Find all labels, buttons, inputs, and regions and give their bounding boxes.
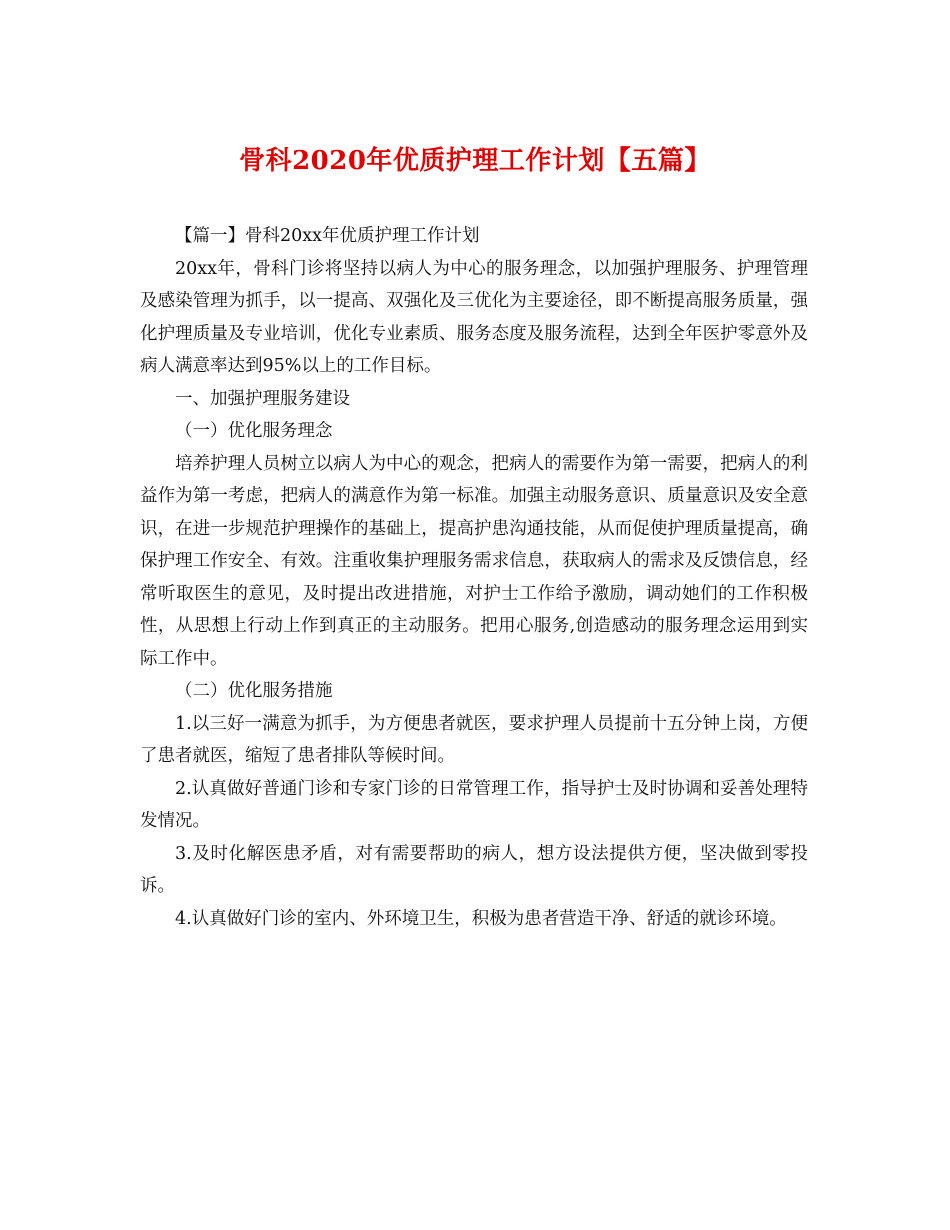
list-item: 3.及时化解医患矛盾，对有需要帮助的病人，想方设法提供方便，坚决做到零投诉。: [140, 843, 808, 896]
document-title: 骨科2020年优质护理工作计划【五篇】: [239, 146, 711, 176]
subsection-heading: 一、加强护理服务建设: [175, 388, 350, 409]
subsection-heading: （二）优化服务措施: [175, 681, 333, 701]
list-item: 2.认真做好普通门诊和专家门诊的日常管理工作，指导护士及时协调和妥善处理特发情况。: [140, 778, 808, 831]
list-item: 4.认真做好门诊的室内、外环境卫生，积极为患者营造干净、舒适的就诊环境。: [175, 908, 787, 929]
document-body: [140, 220, 808, 935]
paragraph: 20xx年，骨科门诊将坚持以病人为中心的服务理念，以加强护理服务、护理管理及感染管理为抓手，以一提高、双强化及三优化为主要途径，即不断提高服务质量，强化护理质量及专业培训，优化专业素质、服务态度及服务流程，达到全年医护零意外及病人满意率达到95%以上的工作目标。: [140, 258, 808, 376]
paragraph: 培养护理人员树立以病人为中心的观念，把病人的需要作为第一需要，把病人的利益作为第一考虑，把病人的满意作为第一标准。加强主动服务意识、质量意识及安全意识，在进一步规范护理操作的基础上，提高护患沟通技能，从而促使护理质量提高，确保护理工作安全、有效。注重收集护理服务需求信息，获取病人的需求及反馈信息，经常听取医生的意见，及时提出改进措施，对护士工作给予激励，调动她们的工作积极性，从思想上行动上作到真正的主动服务。把用心服务,创造感动的服务理念运用到实际工作中。: [140, 453, 808, 669]
subsection-heading: （一）优化服务理念: [175, 421, 333, 441]
section-heading: 【篇一】骨科20xx年优质护理工作计划: [175, 226, 480, 246]
list-item: 1.以三好一满意为抓手，为方便患者就医，要求护理人员提前十五分钟上岗，方便了患者就医，缩短了患者排队等候时间。: [140, 713, 808, 766]
